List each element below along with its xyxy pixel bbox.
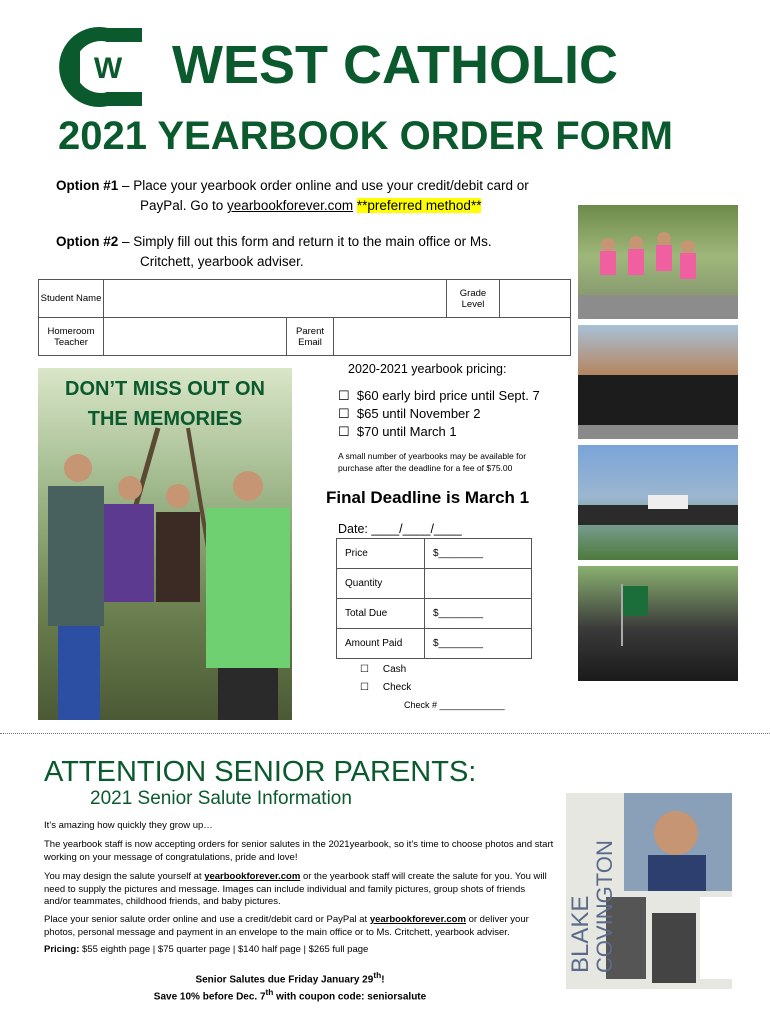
promo-headline xyxy=(38,374,292,434)
cash-option[interactable] xyxy=(360,664,406,675)
student-name-label: Student Name xyxy=(39,280,104,318)
price-label: Price xyxy=(337,539,425,569)
spirit-photo-2 xyxy=(578,325,738,439)
school-name: WEST CATHOLIC xyxy=(172,35,618,95)
pricing-option-2[interactable] xyxy=(338,406,480,422)
promo-line-2: THE MEMORIES xyxy=(87,408,243,430)
check-number-field[interactable]: Check # _____________ xyxy=(404,700,505,710)
yearbookforever-link-3[interactable]: yearbookforever.com xyxy=(369,914,466,925)
spirit-photo-4 xyxy=(578,566,738,681)
senior-pricing-label: Pricing: xyxy=(44,944,80,955)
senior-discount-text: Save 10% before Dec. 7 xyxy=(153,991,266,1003)
sample-name-1: BLAKE xyxy=(567,895,594,973)
senior-paragraph-1: The yearbook staff is now accepting orders for senior salutes in the 2021yearbook, so it’s time to choose photos and start working on your message of congratulations, pride and love! xyxy=(44,839,554,863)
senior-salute-sample xyxy=(566,793,732,989)
option-1-text-2: PayPal. Go to xyxy=(140,198,228,213)
total-due-label: Total Due xyxy=(337,599,425,629)
date-field[interactable]: Date: ____/____/____ xyxy=(338,522,462,536)
pricing-option-1-label: $60 early bird price until Sept. 7 xyxy=(356,388,540,403)
grade-level-label: Grade Level xyxy=(447,280,500,318)
promo-line-1: DON’T MISS OUT ON xyxy=(65,378,265,400)
option-1-label: Option #1 xyxy=(56,178,119,193)
pricing-title: 2020-2021 yearbook pricing: xyxy=(348,362,507,376)
homeroom-teacher-label: Homeroom Teacher xyxy=(39,318,104,356)
student-info-form xyxy=(38,279,571,318)
option-1 xyxy=(56,176,576,216)
final-deadline: Final Deadline is March 1 xyxy=(326,488,530,507)
form-title: 2021 YEARBOOK ORDER FORM xyxy=(58,114,673,158)
parent-email-label: Parent Email xyxy=(287,318,334,356)
yearbookforever-link-2[interactable]: yearbookforever.com xyxy=(204,871,301,882)
quantity-value[interactable] xyxy=(425,569,532,599)
option-1-text: – Place your yearbook order online and use your credit/debit card or xyxy=(118,178,529,193)
sample-name-2: COVINGTON xyxy=(592,840,617,973)
senior-paragraph-2-text-2: or the yearbook staff will create the salute for you. You will need to supply the pictures and message. Images can include individual and family pictures, group shots of friends and/or teammates, childhood friends, and baby pictures. xyxy=(44,871,547,907)
teacher-info-form xyxy=(38,317,571,356)
parent-email-field[interactable] xyxy=(334,318,571,356)
late-purchase-note: A small number of yearbooks may be available for purchase after the deadline for a fee of $75.00 xyxy=(338,451,527,473)
senior-due-sup: th xyxy=(373,970,382,980)
check-option[interactable] xyxy=(360,682,411,693)
student-name-field[interactable] xyxy=(104,280,447,318)
senior-due-end: ! xyxy=(381,974,385,986)
senior-paragraph-2 xyxy=(44,871,554,909)
logo-letter: W xyxy=(93,52,123,85)
spirit-photo-1 xyxy=(578,205,738,319)
senior-section-subtitle: 2021 Senior Salute Information xyxy=(90,788,352,809)
pricing-option-3[interactable] xyxy=(338,424,457,440)
check-label: Check xyxy=(382,682,412,693)
checkbox-icon[interactable]: ☐ xyxy=(338,406,350,421)
yearbookforever-link[interactable]: yearbookforever.com xyxy=(227,198,354,213)
pricing-option-2-label: $65 until November 2 xyxy=(356,406,481,421)
senior-paragraph-3-text: Place your senior salute order online and use a credit/debit card or PayPal at xyxy=(44,914,370,925)
pricing-option-3-label: $70 until March 1 xyxy=(356,424,457,439)
price-value[interactable]: $________ xyxy=(425,539,532,569)
total-due-value[interactable]: $________ xyxy=(425,599,532,629)
senior-paragraph-3 xyxy=(44,914,554,939)
amount-paid-value[interactable]: $________ xyxy=(425,629,532,659)
option-2-text-2: Critchett, yearbook adviser. xyxy=(140,254,304,269)
price-table xyxy=(336,538,532,659)
option-2-text: – Simply fill out this form and return it to the main office or Ms. xyxy=(118,234,492,249)
quantity-label: Quantity xyxy=(337,569,425,599)
pricing-option-1[interactable] xyxy=(338,388,540,404)
senior-intro: It’s amazing how quickly they grow up… xyxy=(44,820,213,831)
west-catholic-logo xyxy=(58,22,158,112)
senior-due-date xyxy=(140,970,440,985)
senior-discount-end: with coupon code: seniorsalute xyxy=(273,991,427,1003)
grade-level-field[interactable] xyxy=(500,280,571,318)
spirit-photo-3 xyxy=(578,445,738,560)
senior-due-text: Senior Salutes due Friday January 29 xyxy=(195,974,374,986)
checkbox-icon[interactable]: ☐ xyxy=(338,388,350,403)
checkbox-icon[interactable]: ☐ xyxy=(338,424,350,439)
option-2 xyxy=(56,232,576,272)
option-2-label: Option #2 xyxy=(56,234,119,249)
senior-pricing xyxy=(44,944,554,957)
checkbox-icon[interactable]: ☐ xyxy=(360,664,369,675)
senior-discount xyxy=(140,987,440,1002)
senior-paragraph-2-text: You may design the salute yourself at xyxy=(44,871,205,882)
amount-paid-label: Amount Paid xyxy=(337,629,425,659)
cash-label: Cash xyxy=(382,664,407,675)
homeroom-teacher-field[interactable] xyxy=(104,318,287,356)
section-divider xyxy=(0,733,770,734)
senior-pricing-text: $55 eighth page | $75 quarter page | $140 half page | $265 full page xyxy=(79,944,369,955)
preferred-method-note: **preferred method** xyxy=(356,198,482,213)
checkbox-icon[interactable]: ☐ xyxy=(360,682,369,693)
senior-section-title: ATTENTION SENIOR PARENTS: xyxy=(44,756,477,788)
senior-discount-sup: th xyxy=(265,987,274,997)
senior-paragraph-3-text-2: or deliver your photos, personal message and payment in an envelope to the main office or to Ms. Critchett, yearbook adviser. xyxy=(44,914,529,938)
